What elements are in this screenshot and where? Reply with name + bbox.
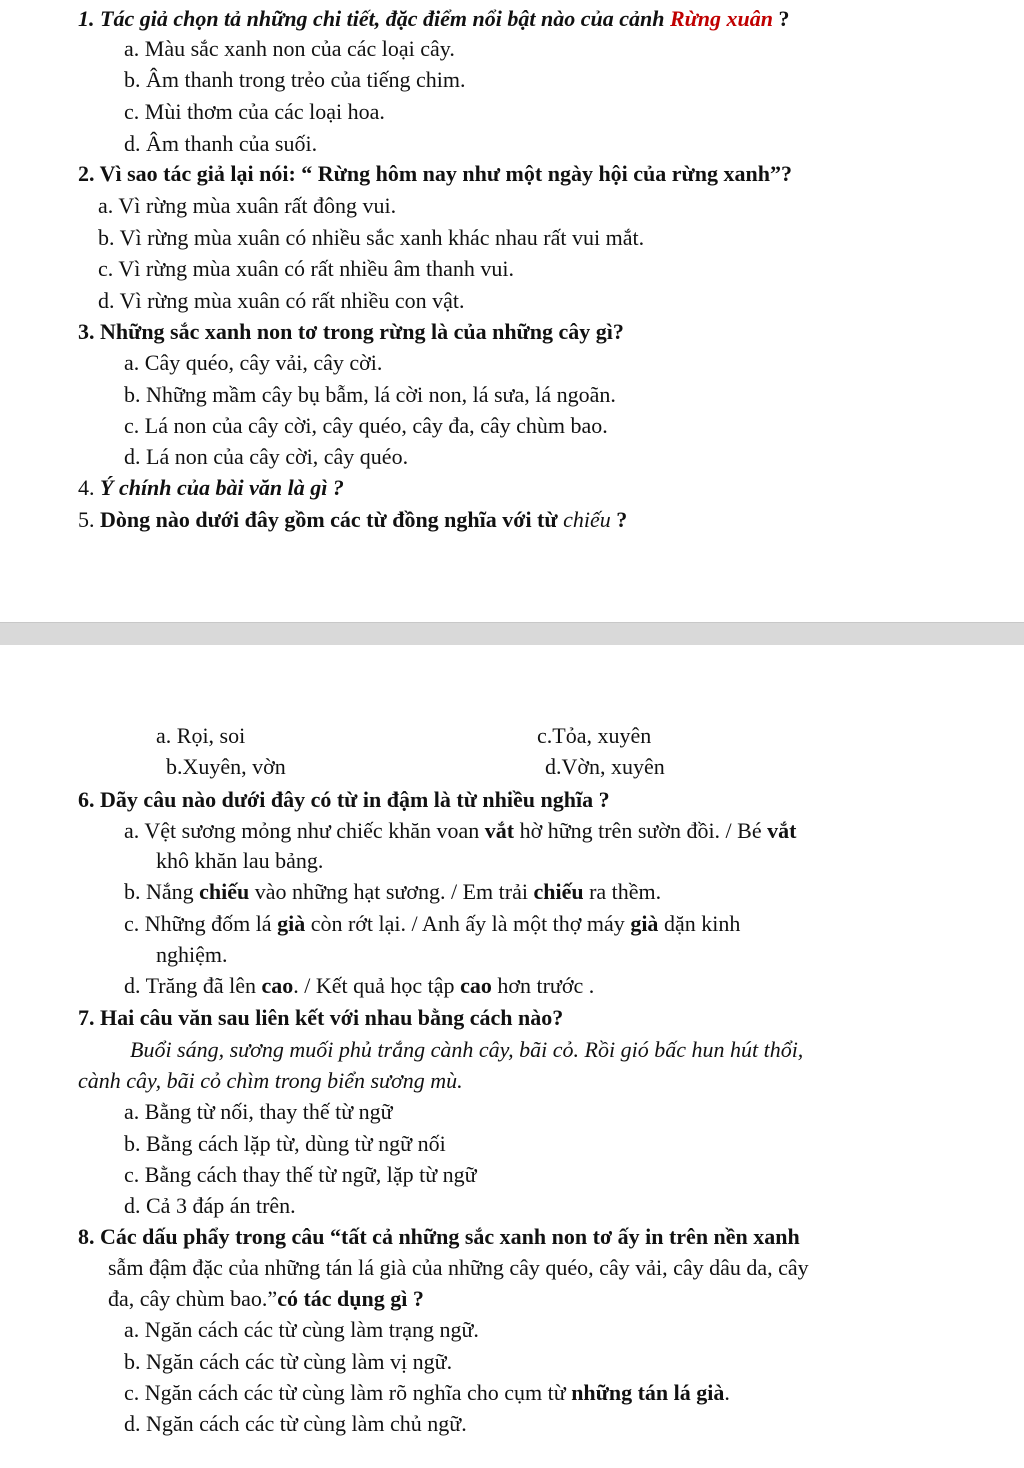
question-8-option-b: b. Ngăn cách các từ cùng làm vị ngữ. (124, 1349, 453, 1374)
bold-word: già (277, 911, 306, 936)
question-6-option-c-cont: nghiệm. (156, 942, 228, 967)
question-3-option-a: a. Cây quéo, cây vải, cây cời. (124, 350, 383, 375)
question-5-option-b: b.Xuyên, vờn (166, 754, 286, 779)
question-5-option-a: a. Rọi, soi (156, 723, 246, 748)
question-5-mark: ? (610, 507, 628, 532)
option-text: b. Nắng (124, 879, 200, 904)
question-2-option-a: a. Vì rừng mùa xuân rất đông vui. (98, 193, 397, 218)
bold-word: vắt (484, 818, 515, 843)
bold-phrase: những tán lá già (571, 1380, 725, 1405)
document-page-bottom (0, 645, 1024, 1468)
question-7-option-c: c. Bằng cách thay thế từ ngữ, lặp từ ngữ (124, 1162, 477, 1187)
option-text: hơn trước . (491, 973, 595, 998)
question-1-option-c: c. Mùi thơm của các loại hoa. (124, 99, 385, 124)
bold-word: cao (261, 973, 294, 998)
question-7-option-b: b. Bằng cách lặp từ, dùng từ ngữ nối (124, 1131, 446, 1156)
question-8-quote-end: đa, cây chùm bao.” (108, 1286, 278, 1311)
question-5-option-c: c.Tỏa, xuyên (537, 723, 652, 748)
option-text: còn rớt lại. / Anh ấy là một thợ máy (305, 911, 631, 936)
question-4-title (78, 474, 344, 502)
question-6-option-c (124, 910, 740, 938)
option-text: . / Kết quả học tập (293, 973, 461, 998)
question-5-number: 5. (78, 507, 100, 532)
option-text: . (724, 1380, 730, 1405)
question-6-option-a (124, 817, 796, 845)
question-4-number: 4. (78, 475, 100, 500)
question-6-option-b (124, 878, 661, 906)
document-page-top (0, 0, 1024, 622)
question-1-highlight: Rừng xuân (669, 6, 774, 31)
bold-word: chiếu (533, 879, 584, 904)
question-1-mark: ? (773, 6, 790, 31)
page-break (0, 622, 1024, 646)
bold-word: cao (460, 973, 492, 998)
question-8-option-c (124, 1379, 730, 1407)
question-8-title-line-1: 8. Các dấu phẩy trong câu “tất cả những sắc xanh non tơ ấy in trên nền xanh (78, 1224, 800, 1249)
question-1-option-a: a. Màu sắc xanh non của các loại cây. (124, 36, 455, 61)
question-3-title: 3. Những sắc xanh non tơ trong rừng là của những cây gì? (78, 319, 624, 344)
option-text: vào những hạt sương. / Em trải (249, 879, 534, 904)
question-5-option-d: d.Vờn, xuyên (545, 754, 665, 779)
question-7-option-a: a. Bằng từ nối, thay thế từ ngữ (124, 1099, 393, 1124)
question-5-title (78, 506, 627, 534)
question-2-option-c: c. Vì rừng mùa xuân có rất nhiều âm thanh vui. (98, 256, 514, 281)
option-text: d. Trăng đã lên (124, 973, 262, 998)
question-7-quote-line-1: Buổi sáng, sương muối phủ trắng cành cây, bãi cỏ. Rồi gió bấc hun hút thổi, (130, 1037, 804, 1062)
question-6-option-d (124, 972, 594, 1000)
option-text: ra thềm. (583, 879, 662, 904)
bold-word: già (630, 911, 659, 936)
question-3-option-c: c. Lá non của cây cời, cây quéo, cây đa, cây chùm bao. (124, 413, 608, 438)
question-6-option-a-cont: khô khăn lau bảng. (156, 848, 324, 873)
question-1-title (78, 5, 790, 33)
option-text: dặn kinh (658, 911, 741, 936)
question-7-quote-line-2: cành cây, bãi cỏ chìm trong biển sương mù. (78, 1068, 463, 1093)
option-text: c. Ngăn cách các từ cùng làm rõ nghĩa cho cụm từ (124, 1380, 572, 1405)
question-8-title-line-2: sẫm đậm đặc của những tán lá già của những cây quéo, cây vải, cây dâu da, cây (108, 1255, 809, 1280)
bold-word: vắt (767, 818, 797, 843)
question-7-option-d: d. Cả 3 đáp án trên. (124, 1193, 296, 1218)
question-8-option-d: d. Ngăn cách các từ cùng làm chủ ngữ. (124, 1411, 467, 1436)
question-3-option-b: b. Những mầm cây bụ bẫm, lá cời non, lá sưa, lá ngoãn. (124, 382, 616, 407)
option-text: a. Vệt sương mỏng như chiếc khăn voan (124, 818, 485, 843)
question-2-option-d: d. Vì rừng mùa xuân có rất nhiều con vật. (98, 288, 465, 313)
question-8-option-a: a. Ngăn cách các từ cùng làm trạng ngữ. (124, 1317, 479, 1342)
question-5-text: Dòng nào dưới đây gồm các từ đồng nghĩa với từ (100, 507, 564, 532)
question-4-text: Ý chính của bài văn là gì ? (100, 475, 344, 500)
question-1-option-b: b. Âm thanh trong trẻo của tiếng chim. (124, 67, 466, 92)
question-2-title: 2. Vì sao tác giả lại nói: “ Rừng hôm nay như một ngày hội của rừng xanh”? (78, 161, 792, 186)
question-7-title: 7. Hai câu văn sau liên kết với nhau bằng cách nào? (78, 1005, 564, 1030)
question-8-title-line-3 (108, 1285, 424, 1313)
question-1-text: 1. Tác giả chọn tả những chi tiết, đặc điểm nổi bật nào của cảnh (78, 6, 670, 31)
question-6-title: 6. Dãy câu nào dưới đây có từ in đậm là từ nhiều nghĩa ? (78, 787, 610, 812)
bold-word: chiếu (199, 879, 250, 904)
option-text: c. Những đốm lá (124, 911, 278, 936)
question-2-option-b: b. Vì rừng mùa xuân có nhiều sắc xanh khác nhau rất vui mắt. (98, 225, 645, 250)
question-1-option-d: d. Âm thanh của suối. (124, 131, 318, 156)
question-8-prompt: có tác dụng gì ? (277, 1286, 424, 1311)
question-3-option-d: d. Lá non của cây cời, cây quéo. (124, 444, 409, 469)
question-5-keyword: chiếu (563, 507, 611, 532)
option-text: hờ hững trên sườn đồi. / Bé (514, 818, 768, 843)
